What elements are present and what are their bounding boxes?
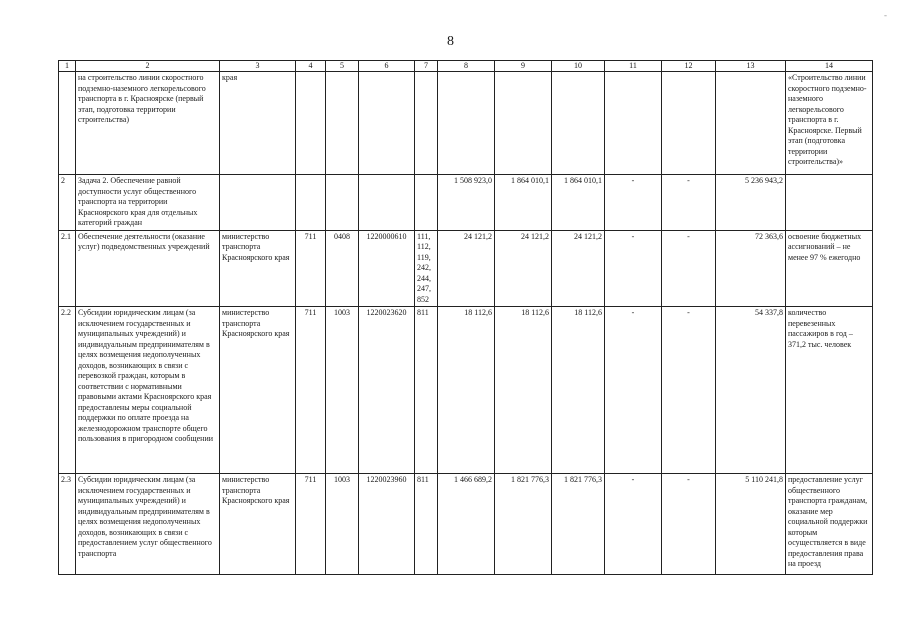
budget-table	[58, 60, 873, 575]
column-header: 8	[438, 61, 495, 72]
column-header: 14	[786, 61, 873, 72]
row-expected-result: предоставление услуг общественного транспорта гражданам, оказание мер социальной поддержки которым осуществляется в виде предоставления права на проезд	[786, 474, 873, 575]
row-number: 2	[59, 175, 76, 231]
row-value-col11: -	[605, 230, 662, 307]
column-header: 10	[552, 61, 605, 72]
row-target-article	[359, 175, 415, 231]
row-expected-result	[786, 175, 873, 231]
row-number: 2.2	[59, 307, 76, 474]
row-value-col10: 18 112,6	[552, 307, 605, 474]
row-description: Субсидии юридическим лицам (за исключением государственных и муниципальных учреждений) и индивидуальным предпринимателям в целях возмещения недополученных доходов, возникающих в связи с предоставлением услуг общественного транспорта	[76, 474, 220, 575]
table-row	[59, 474, 873, 575]
row-value-col9	[495, 72, 552, 175]
row-value-col12: -	[662, 175, 716, 231]
column-header: 12	[662, 61, 716, 72]
table-row	[59, 230, 873, 307]
row-number: 2.1	[59, 230, 76, 307]
row-administrator: края	[220, 72, 296, 175]
row-value-col9: 18 112,6	[495, 307, 552, 474]
row-expense-type	[415, 175, 438, 231]
row-value-col10: 1 864 010,1	[552, 175, 605, 231]
row-value-col10: 1 821 776,3	[552, 474, 605, 575]
row-value-col8: 1 466 689,2	[438, 474, 495, 575]
row-total: 5 110 241,8	[716, 474, 786, 575]
column-header: 5	[326, 61, 359, 72]
row-section: 1003	[326, 474, 359, 575]
page-number: 8	[447, 34, 454, 49]
row-description: Обеспечение деятельности (оказание услуг) подведомственных учреждений	[76, 230, 220, 307]
row-value-col8	[438, 72, 495, 175]
row-value-col11: -	[605, 307, 662, 474]
row-grbs	[296, 72, 326, 175]
row-value-col12: -	[662, 230, 716, 307]
table-row	[59, 175, 873, 231]
row-total: 72 363,6	[716, 230, 786, 307]
row-value-col8: 18 112,6	[438, 307, 495, 474]
row-section: 0408	[326, 230, 359, 307]
row-expense-type	[415, 72, 438, 175]
row-grbs: 711	[296, 230, 326, 307]
row-grbs: 711	[296, 474, 326, 575]
corner-mark: -	[884, 10, 887, 20]
row-total: 54 337,8	[716, 307, 786, 474]
column-header: 13	[716, 61, 786, 72]
row-expense-type: 811	[415, 307, 438, 474]
row-value-col12: -	[662, 474, 716, 575]
row-description: Задача 2. Обеспечение равной доступности услуг общественного транспорта на территории Красноярского края для отдельных категорий граждан	[76, 175, 220, 231]
row-description: на строительство линии скоростного подземно-наземного легкорельсового транспорта в г. Красноярске (первый этап, подготовка территории строительства)	[76, 72, 220, 175]
row-value-col11: -	[605, 175, 662, 231]
row-section	[326, 72, 359, 175]
row-expected-result: «Строительство линии скоростного подземно-наземного легкорельсового транспорта в г. Красноярске. Первый этап (подготовка территории строительства)»	[786, 72, 873, 175]
row-target-article: 1220000610	[359, 230, 415, 307]
row-value-col10: 24 121,2	[552, 230, 605, 307]
row-administrator	[220, 175, 296, 231]
row-value-col9: 1 864 010,1	[495, 175, 552, 231]
row-number: 2.3	[59, 474, 76, 575]
row-value-col9: 1 821 776,3	[495, 474, 552, 575]
column-header: 9	[495, 61, 552, 72]
row-value-col11: -	[605, 474, 662, 575]
row-value-col12	[662, 72, 716, 175]
row-value-col9: 24 121,2	[495, 230, 552, 307]
row-section: 1003	[326, 307, 359, 474]
column-header: 7	[415, 61, 438, 72]
row-grbs: 711	[296, 307, 326, 474]
row-number	[59, 72, 76, 175]
row-administrator: министерство транспорта Красноярского края	[220, 474, 296, 575]
row-expected-result: освоение бюджетных ассигнований – не менее 97 % ежегодно	[786, 230, 873, 307]
row-grbs	[296, 175, 326, 231]
column-header: 2	[76, 61, 220, 72]
row-section	[326, 175, 359, 231]
row-target-article	[359, 72, 415, 175]
header-row	[59, 61, 873, 72]
row-value-col8: 24 121,2	[438, 230, 495, 307]
row-expected-result: количество перевезенных пассажиров в год – 371,2 тыс. человек	[786, 307, 873, 474]
row-description: Субсидии юридическим лицам (за исключением государственных и муниципальных учреждений) и индивидуальным предпринимателям в целях возмещения недополученных доходов, возникающих в связи с перевозкой граждан, которым в соответствии с нормативными правовыми актами Красноярского края предоставлены меры социальной поддержки по оплате проезда на железнодорожном транспорте общего пользования в пригородном сообщении	[76, 307, 220, 474]
row-total	[716, 72, 786, 175]
column-header: 4	[296, 61, 326, 72]
row-value-col10	[552, 72, 605, 175]
row-target-article: 1220023960	[359, 474, 415, 575]
row-administrator: министерство транспорта Красноярского края	[220, 307, 296, 474]
table-row	[59, 72, 873, 175]
row-value-col8: 1 508 923,0	[438, 175, 495, 231]
row-expense-type: 111, 112, 119, 242, 244, 247, 852	[415, 230, 438, 307]
column-header: 6	[359, 61, 415, 72]
row-expense-type: 811	[415, 474, 438, 575]
row-administrator: министерство транспорта Красноярского края	[220, 230, 296, 307]
column-header: 11	[605, 61, 662, 72]
row-value-col12: -	[662, 307, 716, 474]
column-header: 1	[59, 61, 76, 72]
row-target-article: 1220023620	[359, 307, 415, 474]
row-value-col11	[605, 72, 662, 175]
column-header: 3	[220, 61, 296, 72]
table-row	[59, 307, 873, 474]
row-total: 5 236 943,2	[716, 175, 786, 231]
